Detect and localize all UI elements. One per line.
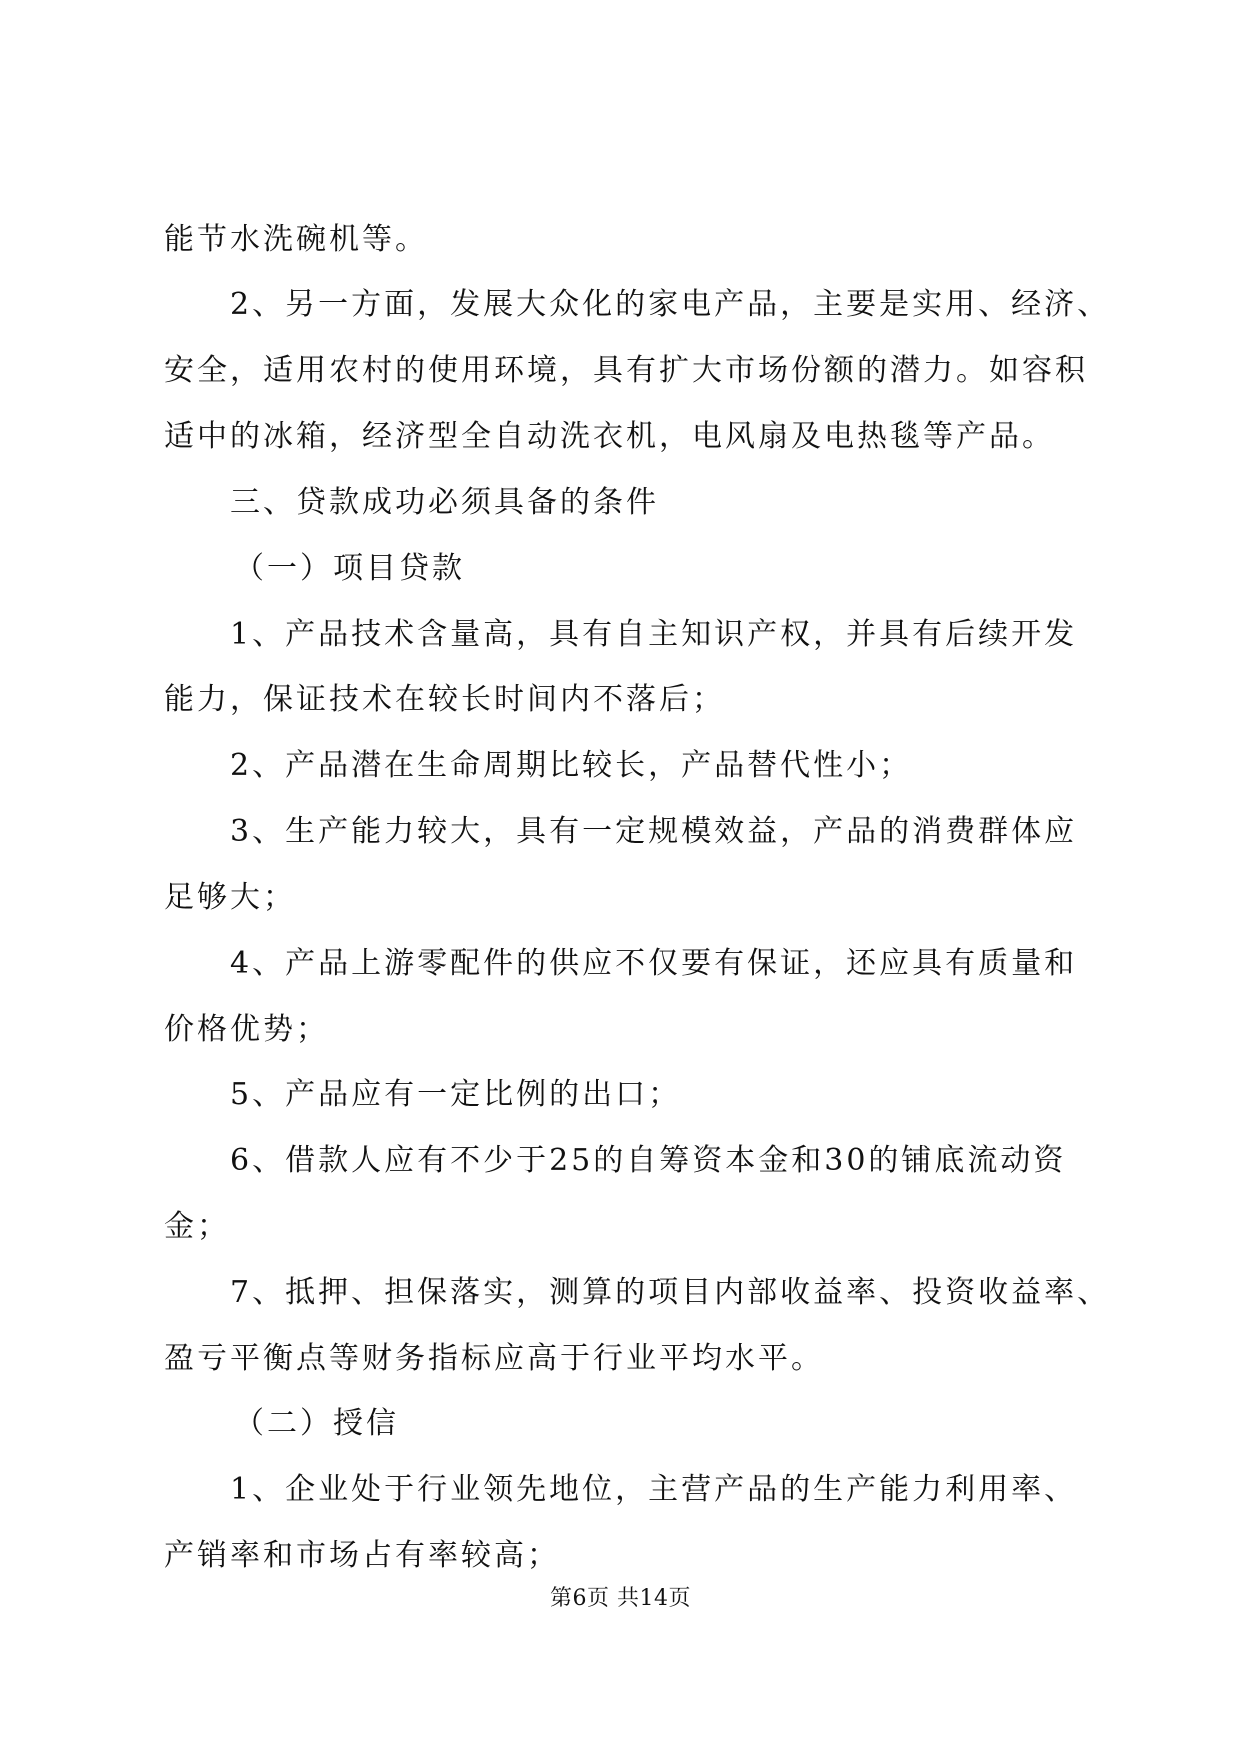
paragraph-line: 盈亏平衡点等财务指标应高于行业平均水平。 bbox=[164, 1341, 824, 1376]
paragraph-line: 2、另一方面，发展大众化的家电产品，主要是实用、经济、 bbox=[230, 287, 1111, 322]
paragraph-line: 6、借款人应有不少于25的自筹资本金和30的铺底流动资 bbox=[230, 1143, 1067, 1178]
paragraph-line: 5、产品应有一定比例的出口； bbox=[230, 1077, 682, 1112]
paragraph-line: 价格优势； bbox=[164, 1012, 329, 1047]
paragraph-line: 适中的冰箱，经济型全自动洗衣机，电风扇及电热毯等产品。 bbox=[164, 419, 1055, 454]
paragraph-line: 足够大； bbox=[164, 880, 296, 915]
paragraph-line: 2、产品潜在生命周期比较长，产品替代性小； bbox=[230, 748, 913, 783]
paragraph-line: 7、抵押、担保落实，测算的项目内部收益率、投资收益率、 bbox=[230, 1275, 1111, 1310]
paragraph-line: 能节水洗碗机等。 bbox=[164, 222, 428, 257]
page-number-footer: 第6页 共14页 bbox=[550, 1586, 691, 1611]
subsection-heading: （二）授信 bbox=[234, 1406, 399, 1441]
paragraph-line: 1、企业处于行业领先地位，主营产品的生产能力利用率、 bbox=[230, 1472, 1078, 1507]
paragraph-line: 金； bbox=[164, 1209, 230, 1244]
subsection-heading: （一）项目贷款 bbox=[234, 551, 465, 586]
paragraph-line: 产销率和市场占有率较高； bbox=[164, 1538, 560, 1573]
paragraph-line: 3、生产能力较大，具有一定规模效益，产品的消费群体应 bbox=[230, 814, 1078, 849]
paragraph-line: 安全，适用农村的使用环境，具有扩大市场份额的潜力。如容积 bbox=[164, 353, 1088, 388]
paragraph-line: 4、产品上游零配件的供应不仅要有保证，还应具有质量和 bbox=[230, 946, 1078, 981]
paragraph-line: 能力，保证技术在较长时间内不落后； bbox=[164, 682, 725, 717]
paragraph-line: 1、产品技术含量高，具有自主知识产权，并具有后续开发 bbox=[230, 617, 1078, 652]
section-heading: 三、贷款成功必须具备的条件 bbox=[230, 485, 659, 520]
